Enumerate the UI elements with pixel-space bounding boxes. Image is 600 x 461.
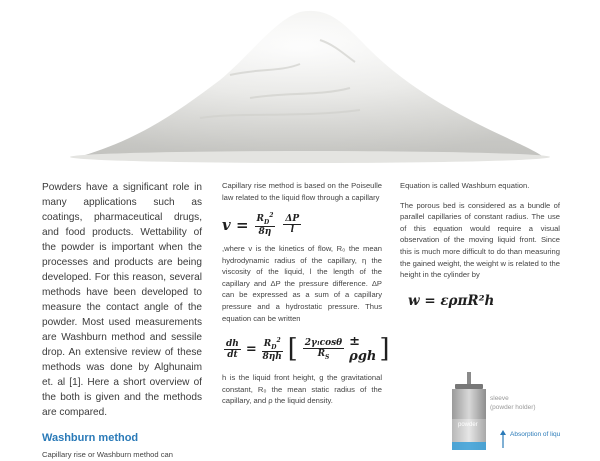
flow-description: ,where v is the kinetics of flow, R₀ the mean hydrodynamic radius of the capillary, η the viscosity of the liquid, l the length of the capillary and ΔP the pressure difference. ΔP can be expressed as a sum of a capillary pressure and a hydrostatic pressure. Thus equation can be written bbox=[222, 243, 382, 323]
column-right bbox=[400, 180, 560, 309]
cap bbox=[455, 384, 483, 389]
weight-equation: w = ερπR²h bbox=[408, 292, 495, 309]
porous-bed-paragraph: The porous bed is considered as a bundle of parallel capillaries of constant radius. The use of this equation would require a visual observation of the moving liquid front. Since this is much more difficult to do than measuring the gained weight, the weight w is related to the height in the cylinder by bbox=[400, 200, 560, 280]
sleeve-shape bbox=[452, 389, 486, 419]
washburn-start-text: Capillary rise or Washburn method can bbox=[42, 450, 173, 459]
absorption-label: Absorption of liqu bbox=[510, 431, 561, 438]
washburn-apparatus-diagram bbox=[440, 372, 600, 450]
poiseuille-equation: v = $\frac{R_D^2}{8\eta}$ $\frac{\Delta P}{l}$ bbox=[222, 212, 300, 237]
washburn-heading: Washburn method bbox=[42, 432, 139, 444]
liquid-shape bbox=[452, 442, 486, 450]
intro-paragraph: Powders have a significant role in many applications such as coatings, pharmaceutical drugs, and food products. Wettability of the powder is important when the processes and products are being developed. For this reason, several methods have been developed to measure the contact angle of the powder. Most used measurements are Washburn method and sessile drop. An extensive review of these methods was done by Alghunaim et. al [1]. Here a short overview of the both is given and the methods are compared. bbox=[42, 182, 202, 418]
sleeve-label: sleeve bbox=[490, 395, 509, 402]
rod bbox=[467, 372, 471, 384]
powder-pile-image bbox=[0, 0, 600, 165]
powder-label: powder bbox=[458, 422, 478, 428]
washburn-equation-note: Equation is called Washburn equation. bbox=[400, 181, 530, 190]
column-left bbox=[42, 180, 202, 461]
washburn-differential-equation: $\frac{dh}{dt}$ = $\frac{R_D^2}{8\eta h}$ [ $\frac{\text{2γₗcosθ}}{R_S}$ ± ρgh ] bbox=[226, 334, 390, 365]
column-middle bbox=[222, 180, 390, 407]
variables-description: h is the liquid front height, g the gravitational constant, R₀ the mean static radius of the capillary, and ρ the liquid density. bbox=[222, 373, 382, 406]
holder-label: (powder holder) bbox=[490, 404, 536, 411]
eq1-lhs: v = bbox=[222, 215, 249, 234]
capillary-paragraph: Capillary rise method is based on the Poiseulle law related to the liquid flow through a capillary bbox=[222, 181, 382, 202]
